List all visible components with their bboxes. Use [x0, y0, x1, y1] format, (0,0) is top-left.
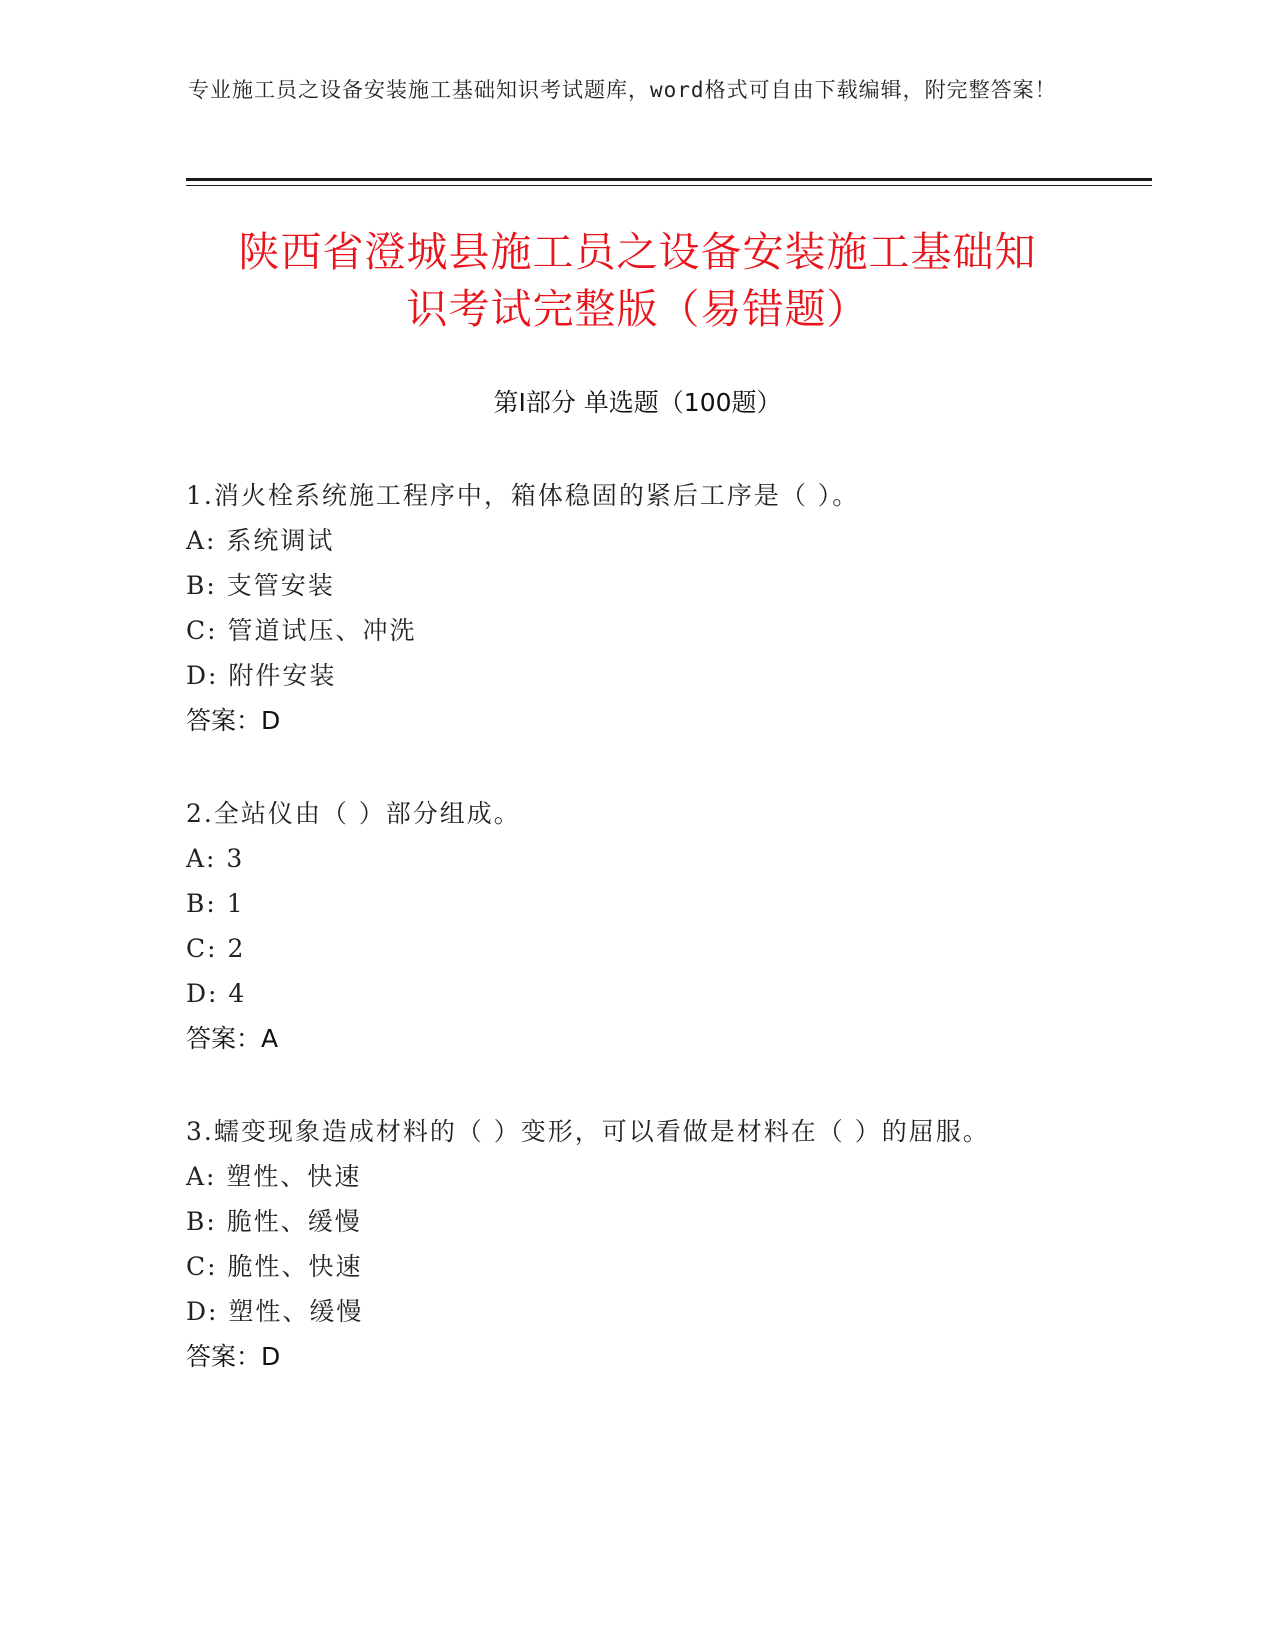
option-a: A: 系统调试	[186, 526, 335, 555]
option-d: D: 塑性、缓慢	[186, 1297, 364, 1326]
option-c: C: 脆性、快速	[186, 1252, 363, 1281]
question-stem: 3.蠕变现象造成材料的（ ）变形，可以看做是材料在（ ）的屈服。	[186, 1117, 990, 1146]
option-a: A: 3	[186, 844, 245, 873]
header-divider-thin	[186, 185, 1152, 186]
question-stem: 1.消火栓系统施工程序中，箱体稳固的紧后工序是（ ）。	[186, 481, 860, 510]
option-a: A: 塑性、快速	[186, 1162, 362, 1191]
option-b: B: 1	[186, 889, 245, 918]
document-title-line-1: 陕西省澄城县施工员之设备安装施工基础知	[238, 228, 1037, 276]
question-1	[186, 473, 1186, 743]
answer: 答案：D	[186, 1342, 281, 1371]
option-b: B: 支管安装	[186, 571, 335, 600]
document-title-line-2: 识考试完整版（易错题）	[406, 285, 869, 333]
option-c: C: 管道试压、冲洗	[186, 616, 417, 645]
option-d: D: 附件安装	[186, 661, 337, 690]
answer: 答案：D	[186, 706, 281, 735]
question-2	[186, 791, 1186, 1061]
section-heading: 第I部分 单选题（100题）	[493, 388, 782, 417]
option-b: B: 脆性、缓慢	[186, 1207, 362, 1236]
option-d: D: 4	[186, 979, 247, 1008]
header-note: 专业施工员之设备安装施工基础知识考试题库，word格式可自由下载编辑，附完整答案！	[188, 78, 1057, 102]
header-divider-thick	[186, 178, 1152, 181]
question-3	[186, 1109, 1186, 1379]
document-title	[150, 224, 1125, 338]
option-c: C: 2	[186, 934, 246, 963]
answer: 答案：A	[186, 1024, 279, 1053]
question-stem: 2.全站仪由（ ）部分组成。	[186, 799, 521, 828]
